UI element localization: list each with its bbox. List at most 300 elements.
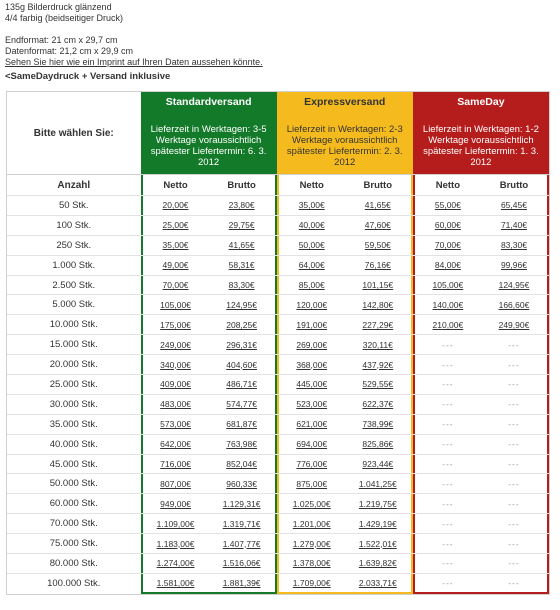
unavailable-price: --- — [508, 439, 520, 450]
quantity-header: Anzahl — [57, 179, 91, 191]
price-cell — [415, 315, 481, 334]
netto-price-link[interactable]: 175,00€ — [160, 319, 191, 330]
price-cell — [481, 514, 547, 533]
price-cell — [481, 335, 547, 354]
quantity-cell: 25.000 Stk. — [49, 378, 98, 390]
quantity-cell: 10.000 Stk. — [49, 319, 98, 331]
package-delivery-info: Lieferzeit in Werktagen: 3-5 Werktage voraussichtlich spätester Liefertermin: 6. 3. 2012 — [150, 124, 267, 168]
price-cell — [209, 395, 275, 414]
price-cell — [345, 415, 411, 434]
netto-price-link[interactable]: 1.378,00€ — [292, 558, 331, 569]
package-standard[interactable] — [141, 92, 277, 174]
netto-price-link[interactable]: 105,00€ — [160, 299, 191, 310]
brutto-price-link[interactable]: 486,71€ — [226, 379, 257, 390]
brutto-price-link[interactable]: 41,65€ — [364, 200, 391, 211]
quantity-cell: 50.000 Stk. — [49, 478, 98, 490]
unavailable-price: --- — [508, 498, 520, 509]
data-format: Datenformat: 21,2 cm x 29,9 cm — [5, 46, 134, 56]
brutto-price-link[interactable]: 1.129,31€ — [222, 498, 261, 509]
column-header-row — [7, 175, 549, 196]
unavailable-price: --- — [508, 379, 520, 390]
brutto-price-link[interactable]: 1.639,82€ — [358, 558, 397, 569]
unavailable-price: --- — [508, 419, 520, 430]
package-name: Standardversand — [165, 96, 252, 108]
brutto-price-link[interactable]: 738,99€ — [362, 419, 394, 430]
unavailable-price: --- — [442, 379, 454, 390]
netto-price-link[interactable]: 20,00€ — [162, 200, 189, 211]
netto-price-link[interactable]: 1.274,00€ — [156, 558, 195, 569]
paper-type: 135g Bilderdruck glänzend — [5, 2, 112, 12]
unavailable-price: --- — [442, 419, 454, 430]
price-cell — [481, 474, 547, 493]
price-cell — [345, 315, 411, 334]
table-row — [7, 375, 549, 395]
price-cell — [143, 196, 209, 215]
netto-price-link[interactable]: 55,00€ — [434, 200, 461, 211]
price-cell — [415, 335, 481, 354]
price-cell — [279, 534, 345, 553]
netto-price-link[interactable]: 1.183,00€ — [156, 538, 195, 549]
quantity-cell: 30.000 Stk. — [49, 398, 98, 410]
brutto-price-link[interactable]: 763,98€ — [226, 439, 257, 450]
price-cell — [143, 514, 209, 533]
unavailable-price: --- — [442, 577, 454, 588]
package-sameday[interactable] — [413, 92, 549, 174]
price-cell — [279, 295, 345, 314]
netto-price-link[interactable]: 1.279,00€ — [292, 538, 331, 549]
price-cell — [345, 276, 411, 295]
brutto-price-link[interactable]: 923,44€ — [362, 459, 394, 470]
netto-header: Netto — [299, 179, 324, 191]
price-cell — [415, 534, 481, 553]
price-cell — [481, 455, 547, 474]
netto-price-link[interactable]: 340,00€ — [160, 359, 191, 370]
brutto-price-link[interactable]: 1.219,75€ — [358, 498, 397, 509]
price-cell — [345, 355, 411, 374]
price-cell — [279, 355, 345, 374]
quantity-cell: 80.000 Stk. — [49, 557, 98, 569]
unavailable-price: --- — [508, 339, 520, 350]
price-cell — [209, 474, 275, 493]
brutto-price-link[interactable]: 852,04€ — [226, 459, 257, 470]
brutto-price-link[interactable]: 622,37€ — [362, 399, 394, 410]
table-row — [7, 574, 549, 594]
unavailable-price: --- — [508, 478, 520, 489]
price-cell — [143, 256, 209, 275]
brutto-price-link[interactable]: 83,30€ — [500, 240, 527, 251]
brutto-price-link[interactable]: 124,95€ — [498, 280, 530, 290]
brutto-price-link[interactable]: 76,16€ — [364, 260, 391, 271]
brutto-price-link[interactable]: 1.516,06€ — [222, 558, 261, 569]
quantity-cell: 100 Stk. — [56, 219, 92, 231]
price-cell — [279, 395, 345, 414]
brutto-price-link[interactable]: 124,95€ — [226, 299, 257, 310]
netto-price-link[interactable]: 64,00€ — [298, 260, 325, 271]
price-cell — [279, 196, 345, 215]
price-cell — [481, 355, 547, 374]
price-cell — [481, 295, 547, 314]
unavailable-price: --- — [442, 459, 454, 470]
package-express[interactable] — [277, 92, 413, 174]
netto-price-link[interactable]: 140,00€ — [432, 299, 464, 310]
price-cell — [415, 256, 481, 275]
unavailable-price: --- — [442, 498, 454, 509]
price-cell — [209, 335, 275, 354]
price-cell — [345, 236, 411, 255]
brutto-price-link[interactable]: 142,80€ — [362, 299, 394, 310]
netto-price-link[interactable]: 368,00€ — [296, 359, 328, 370]
table-row — [7, 236, 549, 256]
brutto-price-link[interactable]: 166,60€ — [498, 299, 530, 310]
brutto-price-link[interactable]: 320,11€ — [362, 339, 393, 350]
price-cell — [345, 256, 411, 275]
price-cell — [481, 276, 547, 295]
brutto-price-link[interactable]: 404,60€ — [226, 359, 257, 370]
brutto-price-link[interactable]: 825,86€ — [362, 439, 394, 450]
price-cell — [345, 514, 411, 533]
price-cell — [415, 295, 481, 314]
unavailable-price: --- — [508, 359, 520, 370]
price-table — [6, 91, 550, 595]
brutto-price-link[interactable]: 227,29€ — [362, 319, 394, 330]
table-row — [7, 276, 549, 296]
price-cell — [345, 216, 411, 235]
brutto-price-link[interactable]: 437,92€ — [362, 359, 394, 370]
netto-price-link[interactable]: 716,00€ — [160, 459, 191, 470]
brutto-price-link[interactable]: 23,80€ — [228, 200, 255, 211]
price-cell — [345, 474, 411, 493]
price-cell — [279, 514, 345, 533]
brutto-price-link[interactable]: 65,45€ — [500, 200, 527, 211]
package-delivery-info: Lieferzeit in Werktagen: 1-2 Werktage voraussichtlich spätester Liefertermin: 1. 3. 2012 — [422, 124, 539, 168]
price-cell — [415, 554, 481, 573]
brutto-header: Brutto — [227, 179, 256, 191]
price-cell — [415, 494, 481, 513]
unavailable-price: --- — [442, 558, 454, 569]
price-cell — [415, 435, 481, 454]
price-cell — [415, 355, 481, 374]
price-cell — [209, 574, 275, 592]
price-cell — [143, 395, 209, 414]
price-cell — [415, 415, 481, 434]
brutto-price-link[interactable]: 1.881,39€ — [222, 577, 261, 588]
price-cell — [345, 435, 411, 454]
price-cell — [345, 395, 411, 414]
table-row — [7, 196, 549, 216]
unavailable-price: --- — [442, 518, 454, 529]
brutto-price-link[interactable]: 101,15€ — [362, 280, 394, 290]
price-cell — [143, 574, 209, 592]
netto-price-link[interactable]: 210,00€ — [432, 319, 464, 330]
brutto-price-link[interactable]: 47,60€ — [364, 220, 391, 231]
netto-price-link[interactable]: 25,00€ — [162, 220, 189, 231]
price-cell — [279, 415, 345, 434]
brutto-price-link[interactable]: 681,87€ — [226, 419, 257, 430]
brutto-price-link[interactable]: 71,40€ — [500, 220, 527, 231]
price-cell — [481, 315, 547, 334]
price-cell — [143, 295, 209, 314]
brutto-price-link[interactable]: 1.522,01€ — [358, 538, 397, 549]
netto-price-link[interactable]: 409,00€ — [160, 379, 191, 390]
price-cell — [345, 534, 411, 553]
price-cell — [209, 415, 275, 434]
quantity-cell: 50 Stk. — [58, 199, 89, 211]
netto-price-link[interactable]: 120,00€ — [296, 299, 328, 310]
price-cell — [345, 196, 411, 215]
price-cell — [481, 375, 547, 394]
netto-price-link[interactable]: 445,00€ — [296, 379, 328, 390]
price-cell — [209, 276, 275, 295]
price-cell — [143, 455, 209, 474]
brutto-price-link[interactable]: 41,65€ — [228, 240, 255, 251]
netto-price-link[interactable]: 60,00€ — [434, 220, 461, 231]
price-cell — [345, 494, 411, 513]
table-row — [7, 355, 549, 375]
imprint-preview-link[interactable]: Sehen Sie hier wie ein Imprint auf Ihren Daten aussehen könnte. — [5, 57, 263, 67]
price-cell — [143, 335, 209, 354]
brutto-price-link[interactable]: 1.041,25€ — [358, 478, 397, 489]
quantity-cell: 35.000 Stk. — [49, 418, 98, 430]
price-cell — [481, 554, 547, 573]
price-cell — [279, 276, 345, 295]
price-cell — [345, 554, 411, 573]
package-name: SameDay — [457, 96, 505, 108]
unavailable-price: --- — [508, 558, 520, 569]
unavailable-price: --- — [508, 399, 520, 410]
netto-price-link[interactable]: 1.109,00€ — [156, 518, 195, 529]
price-cell — [481, 196, 547, 215]
quantity-cell: 2.500 Stk. — [52, 279, 96, 291]
netto-price-link[interactable]: 694,00€ — [296, 439, 328, 450]
price-cell — [481, 256, 547, 275]
price-cell — [209, 315, 275, 334]
select-label: Bitte wählen Sie: — [33, 127, 114, 139]
price-cell — [279, 315, 345, 334]
price-cell — [481, 415, 547, 434]
price-cell — [279, 375, 345, 394]
netto-price-link[interactable]: 50,00€ — [298, 240, 325, 251]
quantity-cell: 40.000 Stk. — [49, 438, 98, 450]
netto-price-link[interactable]: 875,00€ — [296, 478, 328, 489]
unavailable-price: --- — [442, 538, 454, 549]
netto-price-link[interactable]: 776,00€ — [296, 459, 328, 470]
netto-price-link[interactable]: 523,00€ — [296, 399, 328, 410]
price-cell — [415, 375, 481, 394]
price-cell — [279, 216, 345, 235]
price-cell — [209, 514, 275, 533]
unavailable-price: --- — [508, 577, 520, 588]
price-cell — [415, 196, 481, 215]
price-cell — [143, 375, 209, 394]
table-row — [7, 494, 549, 514]
price-cell — [209, 554, 275, 573]
unavailable-price: --- — [508, 459, 520, 470]
price-cell — [279, 455, 345, 474]
table-header — [7, 92, 549, 175]
price-cell — [143, 276, 209, 295]
quantity-cell: 75.000 Stk. — [49, 538, 98, 550]
quantity-cell: 250 Stk. — [56, 239, 92, 251]
table-row — [7, 474, 549, 494]
price-cell — [209, 196, 275, 215]
table-row — [7, 335, 549, 355]
price-cell — [143, 355, 209, 374]
netto-price-link[interactable]: 1.581,00€ — [156, 577, 195, 588]
netto-price-link[interactable]: 483,00€ — [160, 399, 191, 410]
price-cell — [143, 474, 209, 493]
price-cell — [209, 435, 275, 454]
netto-price-link[interactable]: 85,00€ — [298, 280, 325, 290]
price-cell — [345, 295, 411, 314]
netto-header: Netto — [435, 179, 461, 191]
table-row — [7, 216, 549, 236]
quantity-cell: 5.000 Stk. — [52, 299, 96, 311]
table-row — [7, 514, 549, 534]
price-cell — [481, 494, 547, 513]
netto-price-link[interactable]: 49,00€ — [162, 260, 189, 271]
quantity-cell: 70.000 Stk. — [49, 518, 98, 530]
netto-price-link[interactable]: 70,00€ — [434, 240, 461, 251]
brutto-price-link[interactable]: 83,30€ — [228, 280, 255, 290]
price-cell — [143, 415, 209, 434]
price-cell — [481, 216, 547, 235]
table-row — [7, 256, 549, 276]
brutto-price-link[interactable]: 1.319,71€ — [222, 518, 261, 529]
brutto-price-link[interactable]: 249,90€ — [498, 319, 530, 330]
table-row — [7, 415, 549, 435]
price-cell — [143, 554, 209, 573]
netto-price-link[interactable]: 35,00€ — [162, 240, 189, 251]
brutto-price-link[interactable]: 574,77€ — [226, 399, 257, 410]
brutto-price-link[interactable]: 59,50€ — [364, 240, 391, 251]
price-cell — [345, 574, 411, 592]
brutto-header: Brutto — [363, 179, 393, 191]
price-cell — [279, 236, 345, 255]
netto-price-link[interactable]: 621,00€ — [296, 419, 328, 430]
brutto-price-link[interactable]: 99,96€ — [500, 260, 527, 271]
price-cell — [279, 256, 345, 275]
netto-header: Netto — [163, 179, 188, 191]
quantity-cell: 100.000 Stk. — [47, 578, 101, 590]
brutto-price-link[interactable]: 1.429,19€ — [358, 518, 397, 529]
netto-price-link[interactable]: 1.709,00€ — [292, 577, 331, 588]
price-cell — [345, 335, 411, 354]
quantity-cell: 1.000 Stk. — [52, 259, 96, 271]
quantity-cell: 45.000 Stk. — [49, 458, 98, 470]
price-cell — [279, 554, 345, 573]
table-row — [7, 554, 549, 574]
price-cell — [415, 474, 481, 493]
brutto-price-link[interactable]: 296,31€ — [226, 339, 257, 350]
netto-price-link[interactable]: 807,00€ — [160, 478, 191, 489]
price-cell — [209, 494, 275, 513]
price-cell — [415, 216, 481, 235]
netto-price-link[interactable]: 105,00€ — [432, 280, 464, 290]
brutto-price-link[interactable]: 2.033,71€ — [358, 577, 397, 588]
price-cell — [209, 355, 275, 374]
price-cell — [279, 574, 345, 592]
unavailable-price: --- — [442, 399, 454, 410]
price-cell — [209, 375, 275, 394]
netto-price-link[interactable]: 949,00€ — [160, 498, 191, 509]
price-cell — [481, 435, 547, 454]
netto-price-link[interactable]: 573,00€ — [160, 419, 191, 430]
price-cell — [143, 494, 209, 513]
netto-price-link[interactable]: 1.025,00€ — [292, 498, 331, 509]
table-row — [7, 435, 549, 455]
price-cell — [143, 435, 209, 454]
price-cell — [209, 534, 275, 553]
price-cell — [415, 514, 481, 533]
table-row — [7, 534, 549, 554]
end-format: Endformat: 21 cm x 29,7 cm — [5, 35, 118, 45]
price-cell — [143, 216, 209, 235]
price-cell — [481, 395, 547, 414]
table-row — [7, 395, 549, 415]
brutto-price-link[interactable]: 960,33€ — [226, 478, 257, 489]
print-color: 4/4 farbig (beidseitiger Druck) — [5, 13, 124, 23]
product-info — [5, 2, 263, 68]
price-cell — [143, 236, 209, 255]
price-cell — [345, 455, 411, 474]
quantity-cell: 20.000 Stk. — [49, 359, 98, 371]
netto-price-link[interactable]: 70,00€ — [162, 280, 189, 290]
quantity-cell: 15.000 Stk. — [49, 339, 98, 351]
price-cell — [279, 335, 345, 354]
netto-price-link[interactable]: 84,00€ — [434, 260, 461, 271]
price-cell — [481, 574, 547, 592]
table-row — [7, 315, 549, 335]
price-cell — [415, 236, 481, 255]
quantity-cell: 60.000 Stk. — [49, 498, 98, 510]
unavailable-price: --- — [442, 439, 454, 450]
netto-price-link[interactable]: 642,00€ — [160, 439, 191, 450]
netto-price-link[interactable]: 35,00€ — [298, 200, 325, 211]
table-row — [7, 295, 549, 315]
price-cell — [209, 295, 275, 314]
brutto-header: Brutto — [499, 179, 529, 191]
unavailable-price: --- — [442, 359, 454, 370]
unavailable-price: --- — [442, 339, 454, 350]
price-cell — [209, 216, 275, 235]
price-cell — [481, 236, 547, 255]
price-cell — [279, 474, 345, 493]
unavailable-price: --- — [508, 538, 520, 549]
brutto-price-link[interactable]: 208,25€ — [226, 319, 257, 330]
brutto-price-link[interactable]: 29,75€ — [228, 220, 255, 231]
netto-price-link[interactable]: 1.201,00€ — [292, 518, 331, 529]
netto-price-link[interactable]: 249,00€ — [160, 339, 191, 350]
package-delivery-info: Lieferzeit in Werktagen: 2-3 Werktage voraussichtlich spätester Liefertermin: 2. 3. 2012 — [286, 124, 403, 168]
price-cell — [279, 494, 345, 513]
price-cell — [415, 276, 481, 295]
brutto-price-link[interactable]: 529,55€ — [362, 379, 394, 390]
price-cell — [415, 574, 481, 592]
brutto-price-link[interactable]: 58,31€ — [228, 260, 255, 271]
netto-price-link[interactable]: 191,00€ — [296, 319, 328, 330]
price-cell — [209, 236, 275, 255]
unavailable-price: --- — [442, 478, 454, 489]
price-cell — [415, 455, 481, 474]
unavailable-price: --- — [508, 518, 520, 529]
package-name: Expressversand — [304, 96, 386, 108]
price-cell — [143, 315, 209, 334]
brutto-price-link[interactable]: 1.407,77€ — [222, 538, 261, 549]
price-cell — [209, 256, 275, 275]
netto-price-link[interactable]: 269,00€ — [296, 339, 328, 350]
netto-price-link[interactable]: 40,00€ — [298, 220, 325, 231]
price-cell — [143, 534, 209, 553]
